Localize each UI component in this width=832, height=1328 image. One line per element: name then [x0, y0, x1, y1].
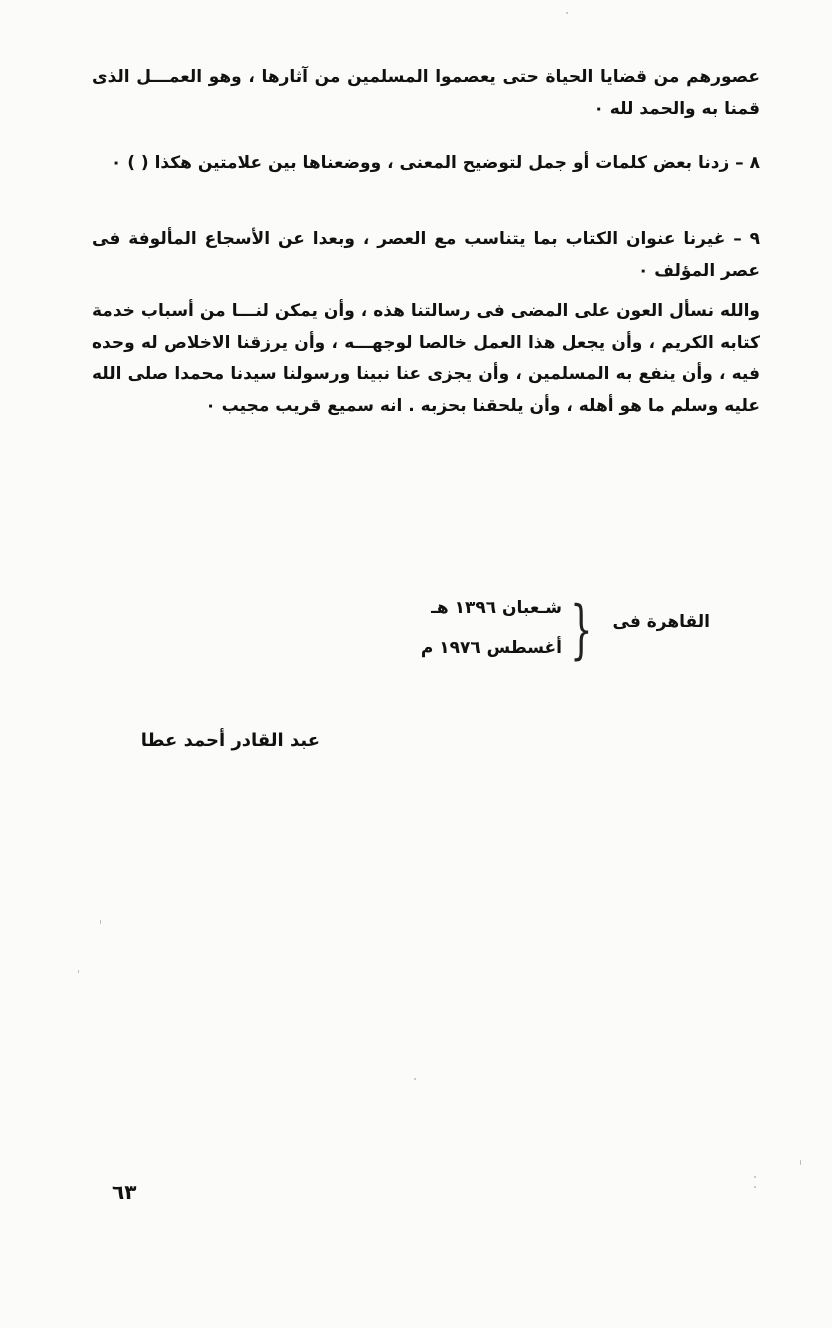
paragraph-item-9 — [92, 224, 760, 287]
scan-speck — [414, 1078, 416, 1080]
place-and-date — [380, 594, 710, 674]
brace-symbol: { — [570, 593, 593, 667]
paragraph-text: ٩ – غيرنا عنوان الكتاب بما يتناسب مع العصر ، وبعدا عن الأسجاع المألوفة فى عصر المؤلف ٠ — [92, 229, 760, 281]
paragraph-text: ٨ – زدنا بعض كلمات أو جمل لتوضيح المعنى ، ووضعناها بين علامتين هكذا ( ) ٠ — [110, 153, 760, 173]
author-signature: عبد القادر أحمد عطا — [140, 730, 320, 751]
paragraph-1 — [92, 62, 760, 125]
scan-speck — [754, 1186, 756, 1188]
scan-speck — [800, 1160, 801, 1165]
gregorian-date: أغسطس ١٩٧٦ م — [420, 638, 562, 658]
paragraph-text: عصورهم من قضايا الحياة حتى يعصموا المسلمين من آثارها ، وهو العمـــل الذى قمنا به والحمد لله ٠ — [92, 67, 760, 119]
paragraph-text: والله نسأل العون على المضى فى رسالتنا هذه ، وأن يمكن لنـــا من أسباب خدمة كتابه الكريم ، وأن يجعل هذا العمل خالصا لوجهـــه ، وأن يرزقنا الاخلاص له وحده فيه ، وأن ينفع به المسلمين ، وأن يجزى عنا نبينا ورسولنا سيدنا محمدا صلى الله عليه وسلم ما هو أهله ، وأن يلحقنا بحزبه . انه سميع قريب مجيب ٠ — [92, 301, 760, 416]
page-number: ٦٣ — [112, 1180, 137, 1204]
scan-speck — [100, 920, 101, 924]
place-label: القاهرة فى — [612, 612, 710, 632]
scan-speck — [754, 1176, 756, 1178]
hijri-date: شـعبان ١٣٩٦ هـ — [431, 598, 562, 618]
scan-speck — [566, 12, 568, 14]
closing-prayer-paragraph — [92, 296, 760, 422]
scan-speck — [78, 970, 79, 973]
paragraph-item-8 — [92, 148, 760, 180]
